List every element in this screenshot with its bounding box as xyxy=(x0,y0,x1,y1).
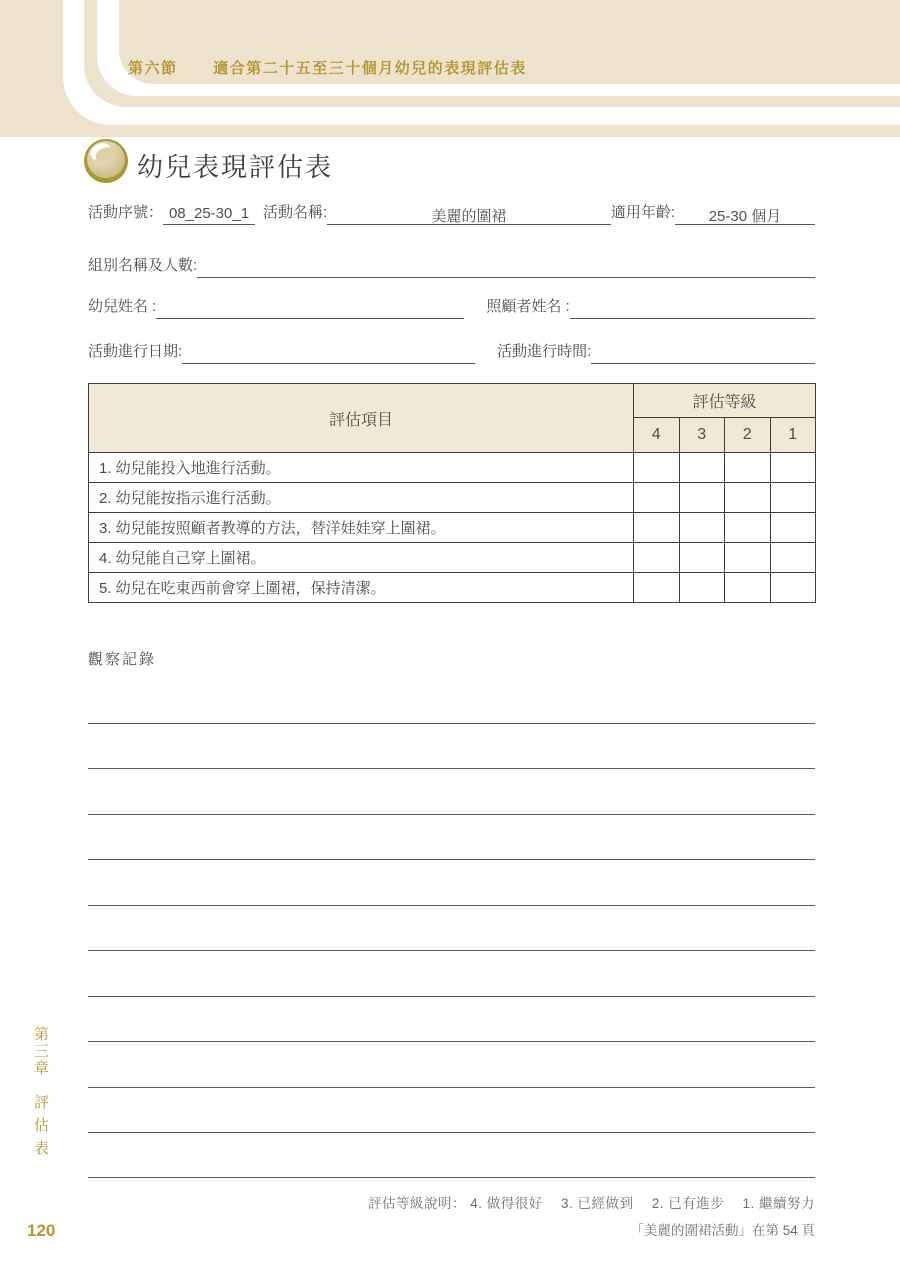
evaluation-table xyxy=(88,383,816,603)
table-row xyxy=(89,573,816,603)
observation-line xyxy=(88,768,815,769)
grade-cell xyxy=(634,513,680,543)
page-title: 幼兒表現評估表 xyxy=(137,152,334,182)
age-value: 25-30 個月 xyxy=(675,205,815,225)
activity-name-value: 美麗的圍裙 xyxy=(327,205,611,225)
age-label: 適用年齡: xyxy=(610,204,675,221)
item-text: 1. 幼兒能投入地進行活動。 xyxy=(89,453,634,483)
group-label: 組別名稱及人數: xyxy=(88,257,198,274)
group-field-line xyxy=(197,258,815,278)
observation-line xyxy=(88,859,815,860)
grade-cell xyxy=(770,513,816,543)
grade-col-2: 2 xyxy=(725,418,771,453)
grade-col-3: 3 xyxy=(679,418,725,453)
item-text: 3. 幼兒能按照顧者教導的方法，替洋娃娃穿上圍裙。 xyxy=(89,513,634,543)
section-header xyxy=(128,57,527,78)
table-row xyxy=(89,453,816,483)
observation-line xyxy=(88,950,815,951)
grade-cell xyxy=(770,573,816,603)
item-text: 4. 幼兒能自己穿上圍裙。 xyxy=(89,543,634,573)
grade-cell xyxy=(725,543,771,573)
sidebar-section: 評估表 xyxy=(32,1094,49,1163)
activity-name-label: 活動名稱: xyxy=(263,204,328,221)
grade-cell xyxy=(634,483,680,513)
activity-time-label: 活動進行時間: xyxy=(497,343,592,360)
grade-cell xyxy=(725,573,771,603)
grade-cell xyxy=(770,453,816,483)
section-title: 適合第二十五至三十個月幼兒的表現評估表 xyxy=(213,60,527,77)
activity-date-label: 活動進行日期: xyxy=(88,343,183,360)
observation-line xyxy=(88,1041,815,1042)
field-row-names xyxy=(88,293,815,319)
observation-line xyxy=(88,1177,815,1178)
grade-cell xyxy=(634,543,680,573)
grade-col-1: 1 xyxy=(770,418,816,453)
grade-cell xyxy=(634,453,680,483)
table-header-items: 評估項目 xyxy=(89,384,634,453)
grade-cell xyxy=(679,513,725,543)
sidebar-chapter: 第三章 xyxy=(32,1026,49,1077)
observation-line xyxy=(88,723,815,724)
grade-cell xyxy=(679,543,725,573)
table-row xyxy=(89,513,816,543)
observation-line xyxy=(88,996,815,997)
child-name-field-line xyxy=(156,299,464,319)
grade-cell xyxy=(770,543,816,573)
activity-date-field-line xyxy=(182,344,475,364)
footer-reference: 「美麗的圍裙活動」在第 54 頁 xyxy=(630,1223,815,1238)
item-text: 5. 幼兒在吃東西前會穿上圍裙，保持清潔。 xyxy=(89,573,634,603)
observation-line xyxy=(88,905,815,906)
observation-line xyxy=(88,1132,815,1133)
activity-no-label: 活動序號： xyxy=(88,204,164,221)
pearl-icon xyxy=(84,139,128,183)
grade-col-4: 4 xyxy=(634,418,680,453)
activity-time-field-line xyxy=(591,344,815,364)
grade-cell xyxy=(679,483,725,513)
caregiver-name-label: 照顧者姓名 : xyxy=(486,298,570,315)
grade-cell xyxy=(679,453,725,483)
section-header-panel xyxy=(119,0,900,84)
caregiver-name-field-line xyxy=(570,299,815,319)
table-row xyxy=(89,543,816,573)
table-header-grade: 評估等級 xyxy=(634,384,816,418)
grade-cell xyxy=(679,573,725,603)
grade-cell xyxy=(725,513,771,543)
activity-no-value: 08_25-30_1 xyxy=(163,205,255,225)
field-row-group xyxy=(88,252,815,278)
grade-cell xyxy=(634,573,680,603)
page-number: 120 xyxy=(27,1221,56,1240)
grade-cell xyxy=(725,483,771,513)
child-name-label: 幼兒姓名 : xyxy=(88,298,157,315)
field-row-datetime xyxy=(88,338,815,364)
field-row-activity xyxy=(88,199,815,225)
grade-cell xyxy=(770,483,816,513)
observation-label: 觀察記錄 xyxy=(88,651,157,668)
footer-grade-note: 評估等級說明： 4. 做得很好 3. 已經做到 2. 已有進步 1. 繼續努力 xyxy=(367,1196,815,1211)
grade-cell xyxy=(725,453,771,483)
table-row xyxy=(89,483,816,513)
item-text: 2. 幼兒能按指示進行活動。 xyxy=(89,483,634,513)
table-header-row-1 xyxy=(89,384,816,418)
observation-line xyxy=(88,814,815,815)
observation-line xyxy=(88,1087,815,1088)
section-number: 第六節 xyxy=(128,60,178,77)
